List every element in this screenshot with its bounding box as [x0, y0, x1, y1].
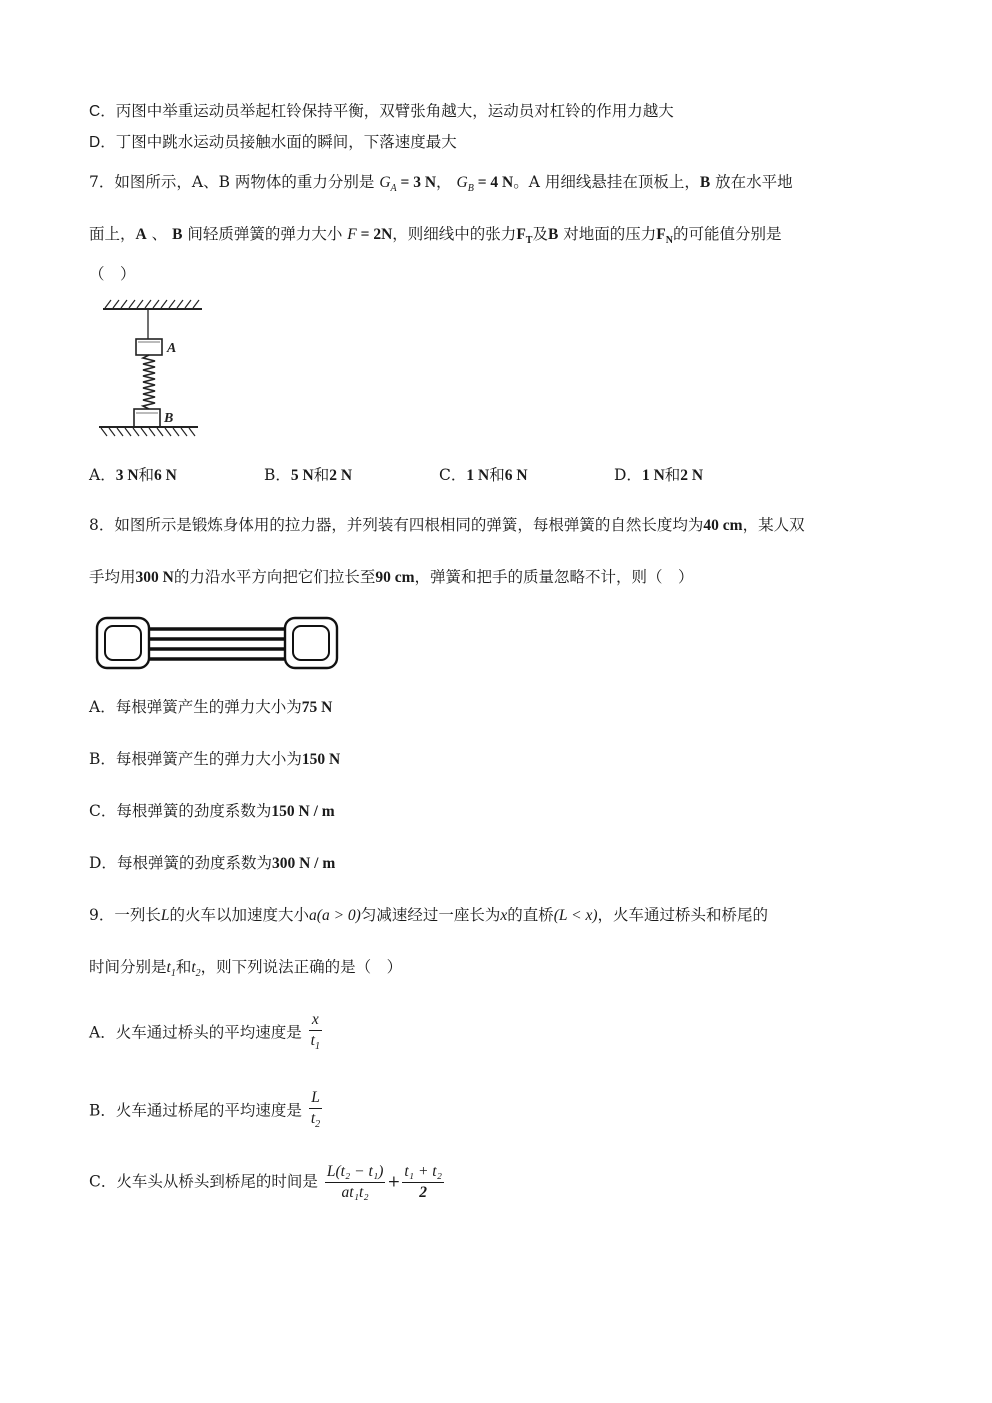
- symbol: t: [310, 1032, 315, 1049]
- stem-text: 的力沿水平方向把它们拉长至: [173, 568, 376, 586]
- stem-text: B: [172, 226, 183, 243]
- stem-text: 及: [532, 225, 548, 243]
- q6-option-c: [89, 101, 674, 122]
- value: = 3 N: [396, 174, 437, 191]
- option-label: D．: [89, 854, 117, 872]
- value: 75 N: [301, 699, 333, 716]
- stem-text: ，: [436, 173, 452, 191]
- stem-text: 、: [146, 225, 173, 243]
- subscript: 2: [195, 968, 201, 979]
- stem-text: 间轻质弹簧的弹力大小: [182, 225, 343, 243]
- q9-stem-line1: [89, 905, 768, 926]
- q9-option-c[interactable]: [89, 1162, 446, 1203]
- stem-text: 如图所示，A、B 两物体的重力分别是: [114, 173, 375, 191]
- math-f: F: [347, 226, 357, 243]
- option-label: C．: [439, 466, 467, 484]
- numerator: x: [309, 1010, 322, 1031]
- plus-sign: +: [387, 1172, 401, 1191]
- subscript: N: [665, 235, 673, 246]
- value: 150 N: [301, 751, 341, 768]
- q7-spring-figure: [95, 296, 215, 441]
- math-ga: [379, 174, 397, 194]
- value: = 2N: [356, 226, 393, 243]
- option-text: 和: [664, 466, 681, 484]
- option-text: 和: [138, 466, 155, 484]
- q7-option-b[interactable]: [264, 463, 352, 485]
- q8-option-c[interactable]: [89, 801, 335, 822]
- value: 6 N: [504, 467, 528, 484]
- math-condition: (L < x): [553, 907, 598, 924]
- numerator: L: [309, 1088, 322, 1109]
- subscript: 1: [170, 968, 176, 979]
- stem-text: ，火车通过桥头和桥尾的: [597, 906, 769, 924]
- question-number: 9．: [89, 906, 115, 924]
- option-text: 和: [489, 466, 505, 484]
- value: 300 N: [135, 569, 174, 586]
- symbol: F: [516, 226, 526, 243]
- math-t1: [166, 959, 176, 979]
- option-label: B．: [89, 1101, 116, 1120]
- q7-stem-line1: [89, 172, 793, 199]
- q8-stem-line1: [89, 515, 805, 536]
- value: 300 N / m: [271, 855, 336, 872]
- math-x: x: [500, 907, 508, 924]
- option-text: 和: [313, 466, 330, 484]
- math-t2: [191, 959, 201, 979]
- q9-option-b[interactable]: [89, 1088, 324, 1135]
- subscript: B: [467, 183, 474, 194]
- q6-option-d: [89, 132, 457, 153]
- stem-text: 和: [175, 958, 192, 976]
- value: 2 N: [680, 467, 704, 484]
- q8-option-b[interactable]: [89, 749, 340, 770]
- symbol: t: [166, 959, 171, 976]
- q9-option-a[interactable]: [89, 1010, 324, 1057]
- option-label: C．: [89, 103, 116, 120]
- denominator: at₁t₂: [341, 1184, 369, 1201]
- value: 1 N: [641, 467, 665, 484]
- question-number: 7．: [89, 173, 115, 191]
- option-text: 每根弹簧的劲度系数为: [116, 802, 272, 820]
- denominator: [309, 1109, 322, 1135]
- numerator: L(t₂ − t₁): [325, 1162, 386, 1183]
- stem-text: 面上，: [89, 225, 136, 243]
- math-fn: [656, 226, 673, 246]
- stem-text: 放在水平地: [710, 173, 793, 191]
- q7-option-a[interactable]: [89, 463, 177, 485]
- label-a: A: [167, 341, 177, 356]
- option-text: 丁图中跳水运动员接触水面的瞬间，下落速度最大: [115, 133, 457, 151]
- math-condition: (a > 0): [316, 907, 361, 924]
- symbol: t: [310, 1110, 316, 1127]
- spring: [143, 355, 155, 409]
- fraction: [309, 1088, 322, 1135]
- subscript: T: [525, 235, 533, 246]
- value: 40 cm: [703, 517, 743, 534]
- numerator: t₁ + t₂: [402, 1162, 444, 1183]
- stem-text: 的直桥: [507, 906, 554, 924]
- option-label: D．: [89, 134, 116, 151]
- option-label: C．: [89, 1172, 117, 1191]
- option-text: 火车通过桥尾的平均速度是: [115, 1101, 302, 1120]
- option-label: B．: [264, 466, 291, 484]
- fraction: [309, 1010, 322, 1057]
- option-label: A．: [89, 698, 116, 716]
- option-label: A．: [89, 466, 116, 484]
- stem-text: ，则下列说法正确的是（ ）: [200, 958, 403, 976]
- value: 6 N: [154, 467, 177, 484]
- stem-text: 的可能值分别是: [672, 225, 782, 243]
- symbol: F: [656, 226, 666, 243]
- stem-text: ，则细线中的张力: [392, 225, 517, 243]
- q7-option-c[interactable]: [439, 463, 528, 485]
- stem-text: ，某人双: [742, 516, 805, 534]
- fraction: [402, 1162, 444, 1203]
- option-label: D．: [614, 466, 642, 484]
- stem-text: 如图所示是锻炼身体用的拉力器，并列装有四根相同的弹簧，每根弹簧的自然长度均为: [114, 516, 704, 534]
- q7-option-d[interactable]: [614, 463, 703, 485]
- stem-text: 。A 用细线悬挂在顶板上，: [513, 173, 700, 191]
- block-b: [134, 409, 160, 427]
- option-text: 丙图中举重运动员举起杠铃保持平衡，双臂张角越大，运动员对杠铃的作用力越大: [115, 102, 674, 120]
- subscript: 2: [315, 1119, 321, 1130]
- question-number: 8．: [89, 516, 115, 534]
- symbol: G: [456, 174, 468, 191]
- math-gb: [456, 174, 474, 194]
- q7-stem-line2: [89, 224, 781, 251]
- stem-text: 对地面的压力: [558, 225, 657, 243]
- stem-text: B: [699, 174, 711, 191]
- value: = 4 N: [473, 174, 514, 191]
- option-text: 火车通过桥头的平均速度是: [115, 1023, 302, 1042]
- stem-text: ，弹簧和把手的质量忽略不计，则（ ）: [414, 568, 694, 586]
- stem-text: 一列长: [114, 906, 161, 924]
- value: 150 N / m: [271, 803, 335, 820]
- subscript: 1: [314, 1041, 320, 1052]
- q9-stem-line2: [89, 957, 402, 984]
- option-text: 每根弹簧的劲度系数为: [116, 854, 272, 872]
- stem-text: 时间分别是: [89, 958, 167, 976]
- value: 5 N: [290, 467, 314, 484]
- option-label: B．: [89, 750, 116, 768]
- label-b: B: [164, 411, 174, 426]
- option-label: A．: [89, 1023, 116, 1042]
- symbol: t: [191, 959, 196, 976]
- value: 2 N: [329, 467, 353, 484]
- block-a: [136, 339, 162, 355]
- option-text: 每根弹簧产生的弹力大小为: [115, 698, 302, 716]
- stem-text: A: [135, 226, 147, 243]
- math-l: L: [160, 907, 170, 924]
- q8-expander-figure: [95, 615, 340, 673]
- fraction: [325, 1162, 386, 1203]
- stem-text: 匀减速经过一座长为: [360, 906, 501, 924]
- stem-text: B: [547, 226, 559, 243]
- subscript: A: [390, 183, 397, 194]
- value: 1 N: [466, 467, 490, 484]
- q8-stem-line2: [89, 567, 694, 588]
- value: 3 N: [115, 467, 139, 484]
- option-text: 每根弹簧产生的弹力大小为: [115, 750, 302, 768]
- q8-option-a[interactable]: [89, 697, 332, 718]
- springs: [149, 629, 285, 659]
- stem-text: 的火车以加速度大小: [169, 906, 310, 924]
- option-label: C．: [89, 802, 117, 820]
- math-a: a: [309, 907, 317, 924]
- denominator: [309, 1031, 322, 1057]
- q8-option-d[interactable]: [89, 853, 335, 874]
- q7-paren: （ ）: [89, 265, 136, 283]
- math-ft: [516, 226, 533, 246]
- symbol: G: [379, 174, 391, 191]
- stem-text: 手均用: [89, 568, 136, 586]
- value: 90 cm: [375, 569, 415, 586]
- option-text: 火车头从桥头到桥尾的时间是: [116, 1172, 318, 1191]
- denominator: 2: [419, 1184, 428, 1201]
